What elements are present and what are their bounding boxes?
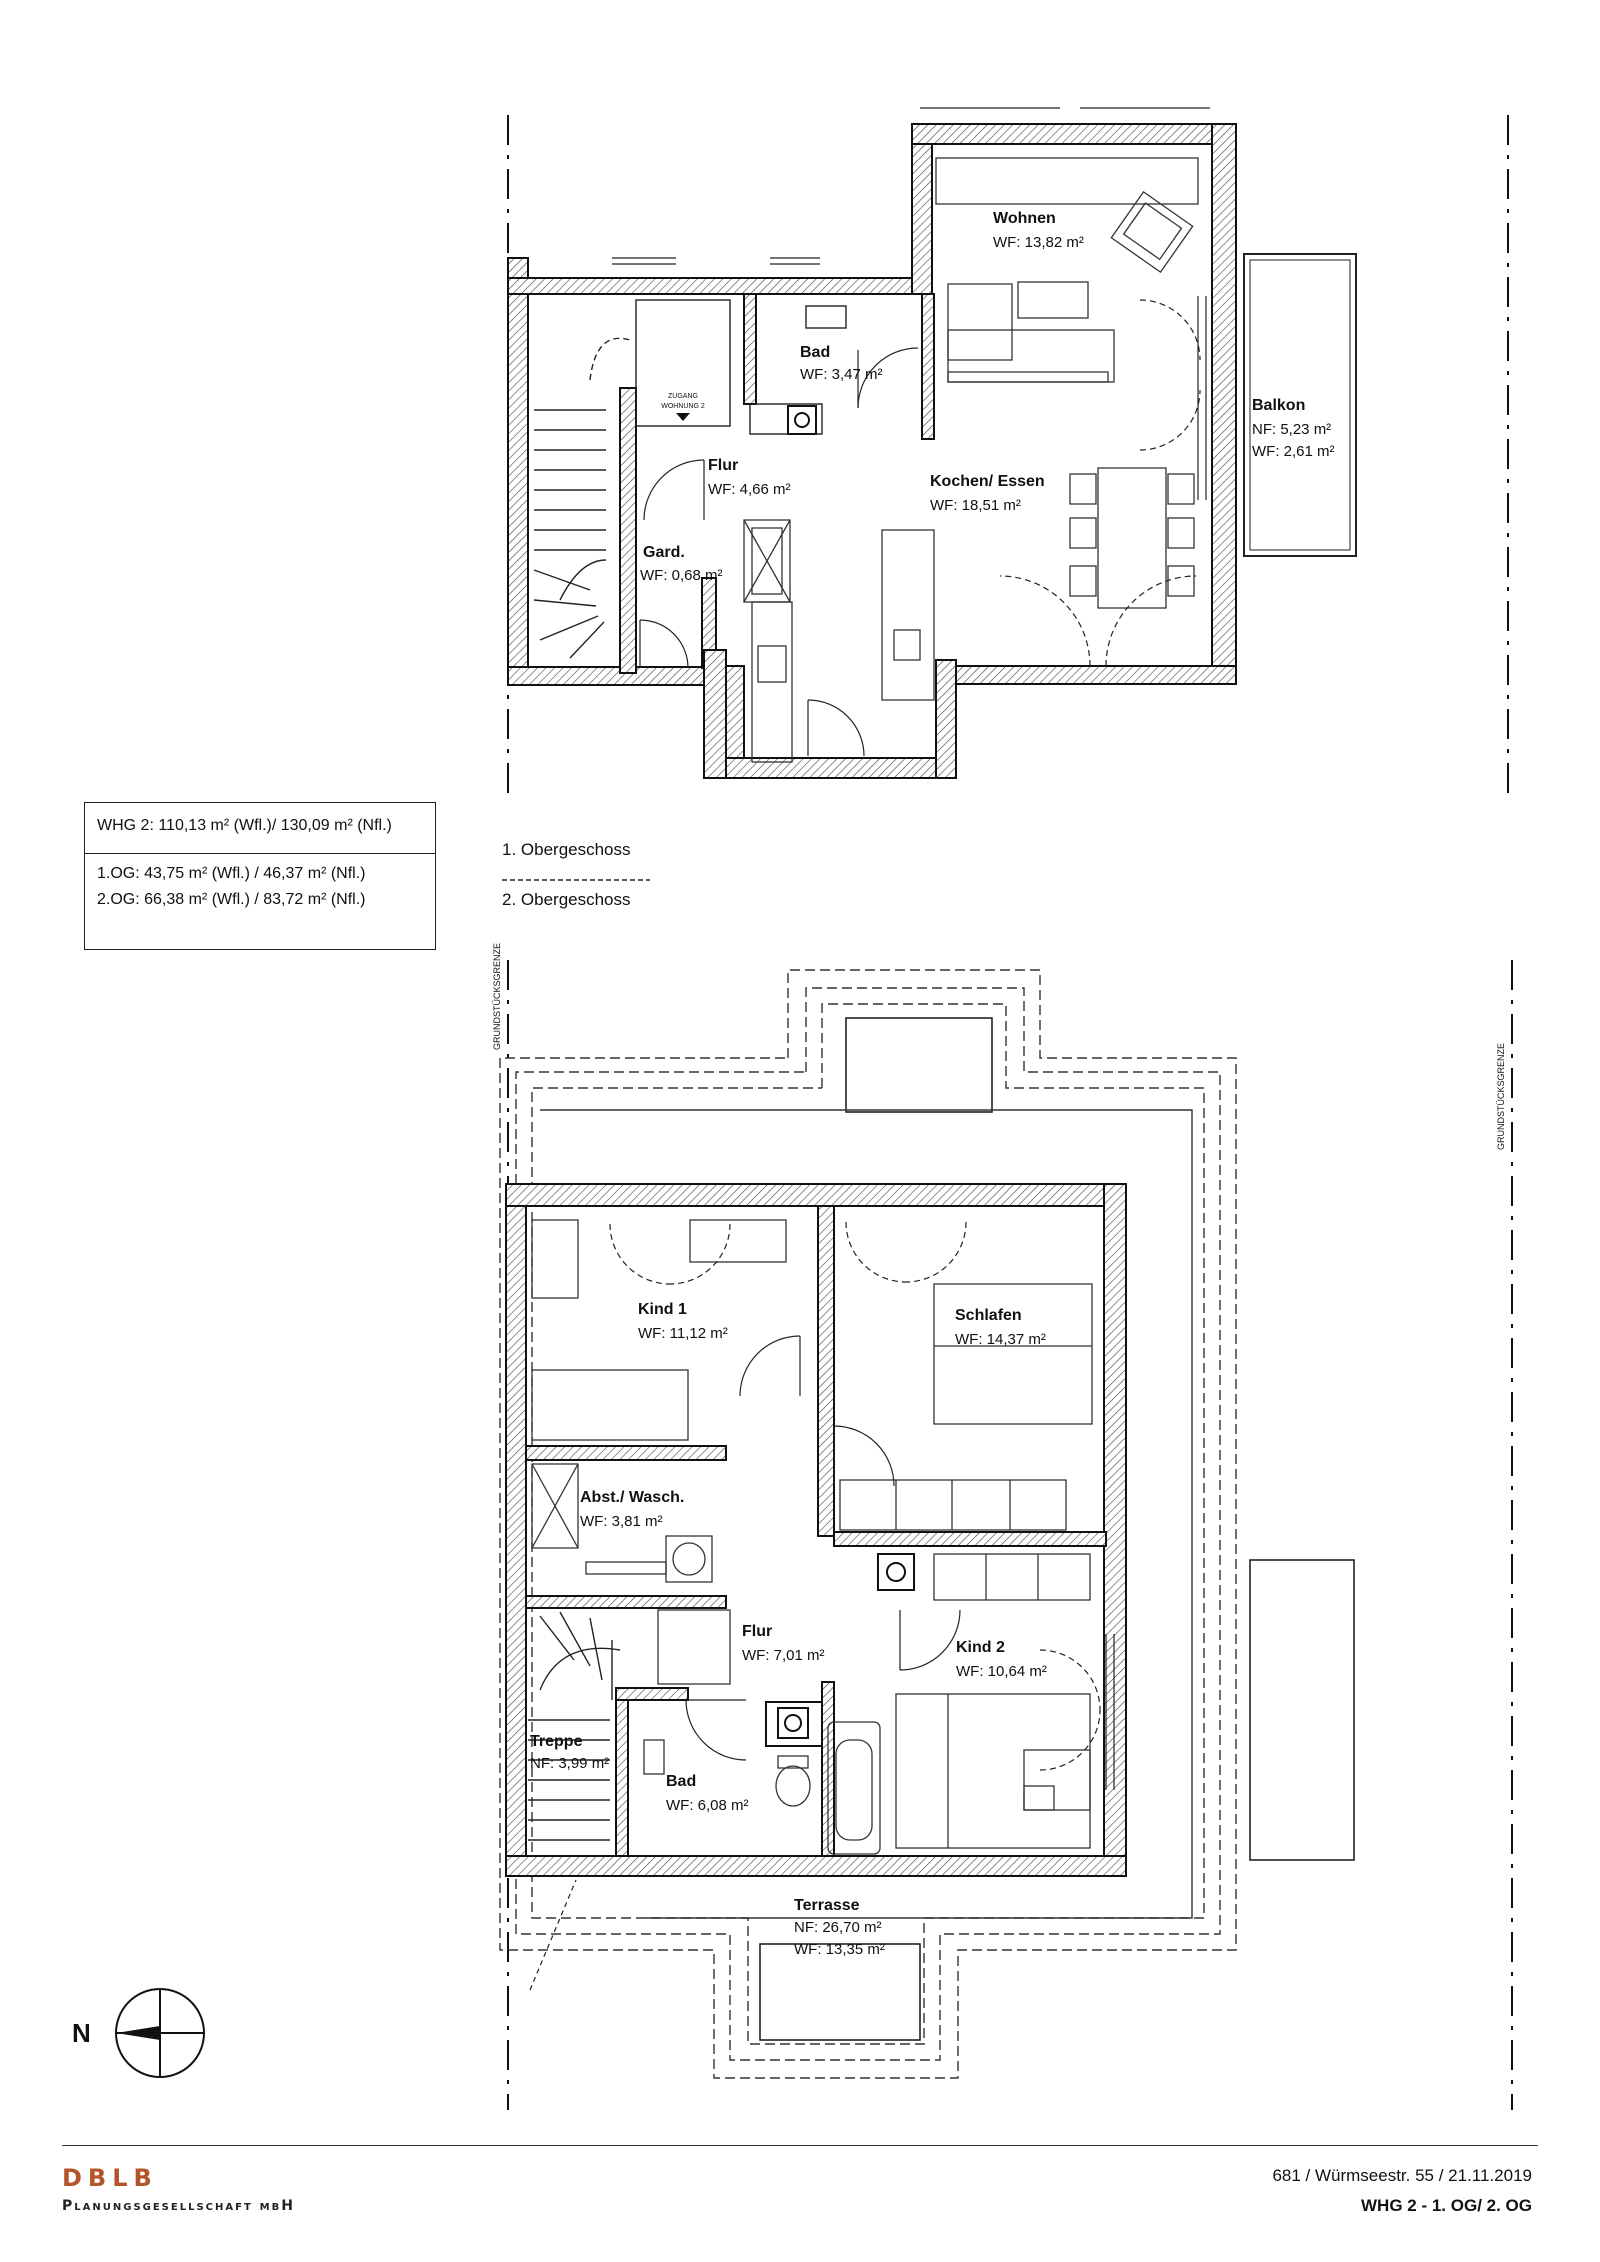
plan-og1 bbox=[508, 108, 1508, 795]
wall-mid-og2 bbox=[818, 1206, 834, 1536]
room-name-kochen: Kochen/ Essen bbox=[930, 473, 1045, 490]
staircase-og2 bbox=[528, 1612, 620, 1840]
room-name-wohnen: Wohnen bbox=[993, 210, 1056, 227]
summary-divider bbox=[85, 853, 435, 854]
wall-east-og1 bbox=[1212, 124, 1236, 684]
wall-east-og2 bbox=[1104, 1184, 1126, 1874]
wall-south-left-og1 bbox=[508, 667, 708, 685]
room-area-abst: WF: 3,81 m² bbox=[580, 1513, 663, 1530]
room-name-kind1: Kind 1 bbox=[638, 1301, 687, 1318]
room-area-terrasse-nf: NF: 26,70 m² bbox=[794, 1919, 882, 1936]
wall-bay-right-og1 bbox=[936, 660, 956, 778]
room-name-bad-og2: Bad bbox=[666, 1773, 697, 1790]
wall-kind1-bottom bbox=[526, 1446, 726, 1460]
shaft-og2-top-circle bbox=[887, 1563, 905, 1581]
wall-abst-bottom bbox=[526, 1596, 726, 1608]
kitchen-og1 bbox=[744, 520, 934, 762]
wall-bad-left bbox=[616, 1688, 628, 1856]
dining-set-og1 bbox=[1070, 468, 1194, 608]
room-area-balkon-wf: WF: 2,61 m² bbox=[1252, 443, 1335, 460]
room-name-treppe: Treppe bbox=[530, 1733, 583, 1750]
wall-south-og2 bbox=[506, 1856, 1126, 1876]
zugang-label-1: ZUGANG bbox=[668, 393, 698, 400]
wall-west-og2 bbox=[506, 1184, 526, 1874]
living-furniture-og1 bbox=[936, 158, 1198, 382]
wall-schlafen-bottom bbox=[834, 1532, 1106, 1546]
grenze-label-right: GRUNDSTÜCKSGRENZE bbox=[1496, 1042, 1506, 1150]
shower-og1 bbox=[750, 404, 822, 434]
wall-bad-og1 bbox=[744, 294, 756, 404]
room-area-balkon-nf: NF: 5,23 m² bbox=[1252, 421, 1332, 438]
north-arrow bbox=[72, 1989, 204, 2077]
room-name-flur-og1: Flur bbox=[708, 457, 739, 474]
room-area-flur-og2: WF: 7,01 m² bbox=[742, 1647, 825, 1664]
room-area-treppe: NF: 3,99 m² bbox=[530, 1755, 610, 1772]
room-area-bad-og1: WF: 3,47 m² bbox=[800, 366, 883, 383]
room-name-abst: Abst./ Wasch. bbox=[580, 1489, 685, 1506]
roof-window-top bbox=[846, 1018, 992, 1112]
wall-lowleft-og1 bbox=[704, 650, 726, 778]
wall-bad-right-og1 bbox=[922, 294, 934, 439]
wall-north-og2 bbox=[506, 1184, 1122, 1206]
floor-label-og2: 2. Obergeschoss bbox=[502, 890, 631, 909]
room-area-kochen: WF: 18,51 m² bbox=[930, 497, 1021, 514]
shaft-og2-bad-inner bbox=[778, 1708, 808, 1738]
wall-bottom-right-og1 bbox=[950, 666, 1236, 684]
area-og1: 1.OG: 43,75 m² (Wfl.) / 46,37 m² (Nfl.) bbox=[97, 865, 366, 882]
area-summary-box bbox=[84, 802, 436, 950]
company-subtitle: Planungsgesellschaft mbH bbox=[62, 2198, 295, 2214]
room-area-gard: WF: 0,68 m² bbox=[640, 567, 723, 584]
wall-top-og1 bbox=[912, 124, 1230, 144]
staircase-og1 bbox=[534, 338, 630, 658]
project-info: 681 / Würmseestr. 55 / 21.11.2019 bbox=[1272, 2166, 1532, 2185]
north-label: N bbox=[72, 2018, 91, 2048]
plan-og2 bbox=[492, 943, 1512, 2110]
sheet-title: WHG 2 - 1. OG/ 2. OG bbox=[1361, 2196, 1532, 2215]
bath-basin-og1 bbox=[806, 306, 846, 328]
room-name-terrasse: Terrasse bbox=[794, 1897, 860, 1914]
room-area-schlafen: WF: 14,37 m² bbox=[955, 1331, 1046, 1348]
room-area-terrasse-wf: WF: 13,35 m² bbox=[794, 1941, 885, 1958]
room-area-wohnen: WF: 13,82 m² bbox=[993, 234, 1084, 251]
roof-edge-right bbox=[1250, 1560, 1354, 1860]
grenze-label-left: GRUNDSTÜCKSGRENZE bbox=[492, 942, 502, 1050]
company-logo: DBLB bbox=[62, 2164, 158, 2192]
roof-window-bottom bbox=[760, 1944, 920, 2040]
wall-stair-inner-og1 bbox=[620, 388, 636, 673]
shaft-circle-og1 bbox=[795, 413, 809, 427]
shaft-og2-bad-circle bbox=[785, 1715, 801, 1731]
area-total: WHG 2: 110,13 m² (Wfl.)/ 130,09 m² (Nfl.) bbox=[97, 817, 392, 834]
room-name-flur-og2: Flur bbox=[742, 1623, 773, 1640]
shaft-og2-top bbox=[878, 1554, 914, 1590]
room-area-bad-og2: WF: 6,08 m² bbox=[666, 1797, 749, 1814]
wall-notch-og1 bbox=[912, 124, 932, 294]
area-og2: 2.OG: 66,38 m² (Wfl.) / 83,72 m² (Nfl.) bbox=[97, 891, 366, 908]
room-area-kind1: WF: 11,12 m² bbox=[638, 1325, 728, 1342]
room-name-bad-og1: Bad bbox=[800, 344, 831, 361]
room-area-kind2: WF: 10,64 m² bbox=[956, 1663, 1047, 1680]
zugang-label-2: WOHNUNG 2 bbox=[661, 403, 705, 410]
entry-arrow-icon bbox=[676, 413, 690, 421]
wall-bay-bottom-og1 bbox=[724, 758, 954, 778]
room-name-balkon: Balkon bbox=[1252, 397, 1306, 414]
shaft-og1 bbox=[788, 406, 816, 434]
room-name-kind2: Kind 2 bbox=[956, 1639, 1005, 1656]
room-area-flur-og1: WF: 4,66 m² bbox=[708, 481, 791, 498]
wall-bad-top bbox=[616, 1688, 688, 1700]
floor-label-og1: 1. Obergeschoss bbox=[502, 840, 631, 859]
room-name-gard: Gard. bbox=[643, 544, 685, 561]
footer-rule bbox=[62, 2145, 1538, 2146]
wall-west-og1 bbox=[508, 258, 528, 683]
room-name-schlafen: Schlafen bbox=[955, 1307, 1022, 1324]
wall-north-left-og1 bbox=[508, 278, 928, 294]
